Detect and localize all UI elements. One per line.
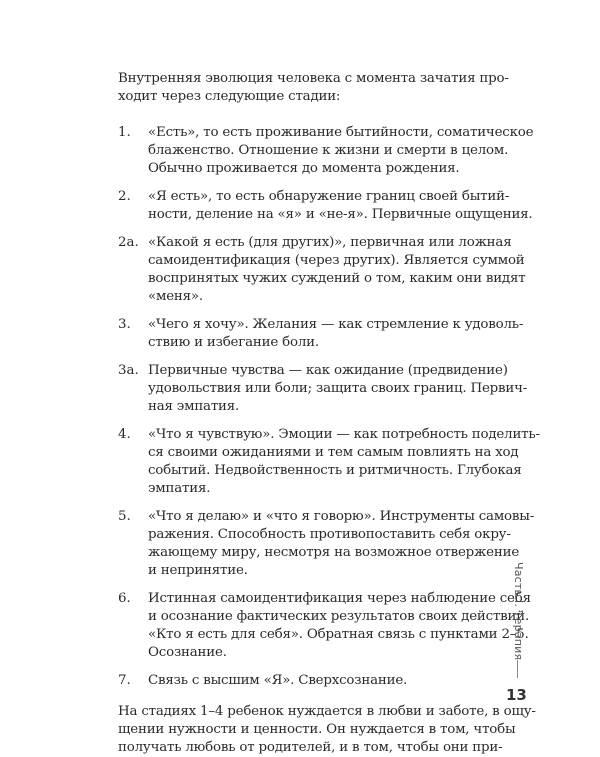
list-item-line: удовольствия или боли; защита своих границ. Первич- <box>148 381 528 396</box>
list-item <box>118 188 533 224</box>
list-item-line: «Что я чувствую». Эмоции — как потребность поделить- <box>148 427 540 442</box>
list-item-line: ствию и избегание боли. <box>148 335 319 350</box>
list-item-number: 4. <box>118 427 131 442</box>
closing-line: получать любовь от родителей, и в том, чтобы они при- <box>118 740 503 755</box>
closing-line: щении нужности и ценности. Он нуждается в том, чтобы <box>118 722 516 737</box>
closing-paragraph <box>118 703 536 757</box>
margin-divider <box>517 660 518 678</box>
list-item-line: и осознание фактических результатов своих действий. <box>148 609 530 624</box>
list-item-line: ражения. Способность противопоставить себя окру- <box>148 527 511 542</box>
list-item-line: «Какой я есть (для других)», первичная или ложная <box>148 235 512 250</box>
list-item-line: Истинная самоидентификация через наблюдение себя <box>148 591 531 606</box>
list-item-line: и непринятие. <box>148 563 248 578</box>
list-item-number: 1. <box>118 125 131 140</box>
list-item-line: «Что я делаю» и «что я говорю». Инструменты самовы- <box>148 509 535 524</box>
list-item-line: «Кто я есть для себя». Обратная связь с пунктами 2–5. <box>148 627 529 642</box>
page-number: 13 <box>506 686 527 704</box>
list-item-line: ности, деление на «я» и «не-я». Первичные ощущения. <box>148 207 533 222</box>
closing-line: На стадиях 1–4 ребенок нуждается в любви и заботе, в ощу- <box>118 704 536 719</box>
list-item <box>118 234 526 306</box>
list-item-line: ся своими ожиданиями и тем самым повлиять на ход <box>148 445 519 460</box>
list-item-line: ная эмпатия. <box>148 399 240 414</box>
list-item-line: самоидентификация (через других). Является суммой <box>148 253 525 268</box>
list-item-line: воспринятых чужих суждений о том, каким они видят <box>148 271 526 286</box>
list-item-line: Осознание. <box>148 645 227 660</box>
list-item-number: 3а. <box>118 363 139 378</box>
list-item <box>118 426 540 498</box>
list-item-number: 7. <box>118 673 131 688</box>
list-item-line: событий. Недвойственность и ритмичность. Глубокая <box>148 463 522 478</box>
intro-line: ходит через следующие стадии: <box>118 89 341 104</box>
list-item-line: Связь с высшим «Я». Сверхсознание. <box>148 673 408 688</box>
list-item-line: «меня». <box>148 289 203 304</box>
list-item-line: эмпатия. <box>148 481 211 496</box>
intro-paragraph <box>118 70 509 106</box>
list-item-line: жающему миру, несмотря на возможное отвержение <box>148 545 520 560</box>
list-item <box>118 508 535 580</box>
list-item-number: 3. <box>118 317 131 332</box>
list-item <box>118 362 528 416</box>
list-item-number: 5. <box>118 509 131 524</box>
list-item-number: 2а. <box>118 235 139 250</box>
list-item <box>118 124 534 178</box>
list-item <box>118 672 484 690</box>
list-item-line: «Чего я хочу». Желания — как стремление к удоволь- <box>148 317 524 332</box>
list-item-line: Первичные чувства — как ожидание (предвидение) <box>148 363 508 378</box>
list-item-number: 6. <box>118 591 131 606</box>
list-item-number: 2. <box>118 189 131 204</box>
list-item-line: «Есть», то есть проживание бытийности, соматическое <box>148 125 534 140</box>
intro-line: Внутренняя эволюция человека с момента зачатия про- <box>118 71 509 86</box>
running-header-section: Часть I. Терапия <box>512 562 525 661</box>
list-item-line: «Я есть», то есть обнаружение границ своей бытий- <box>148 189 510 204</box>
list-item <box>118 316 524 352</box>
list-item-line: блаженство. Отношение к жизни и смерти в целом. <box>148 143 509 158</box>
list-item-line: Обычно проживается до момента рождения. <box>148 161 460 176</box>
